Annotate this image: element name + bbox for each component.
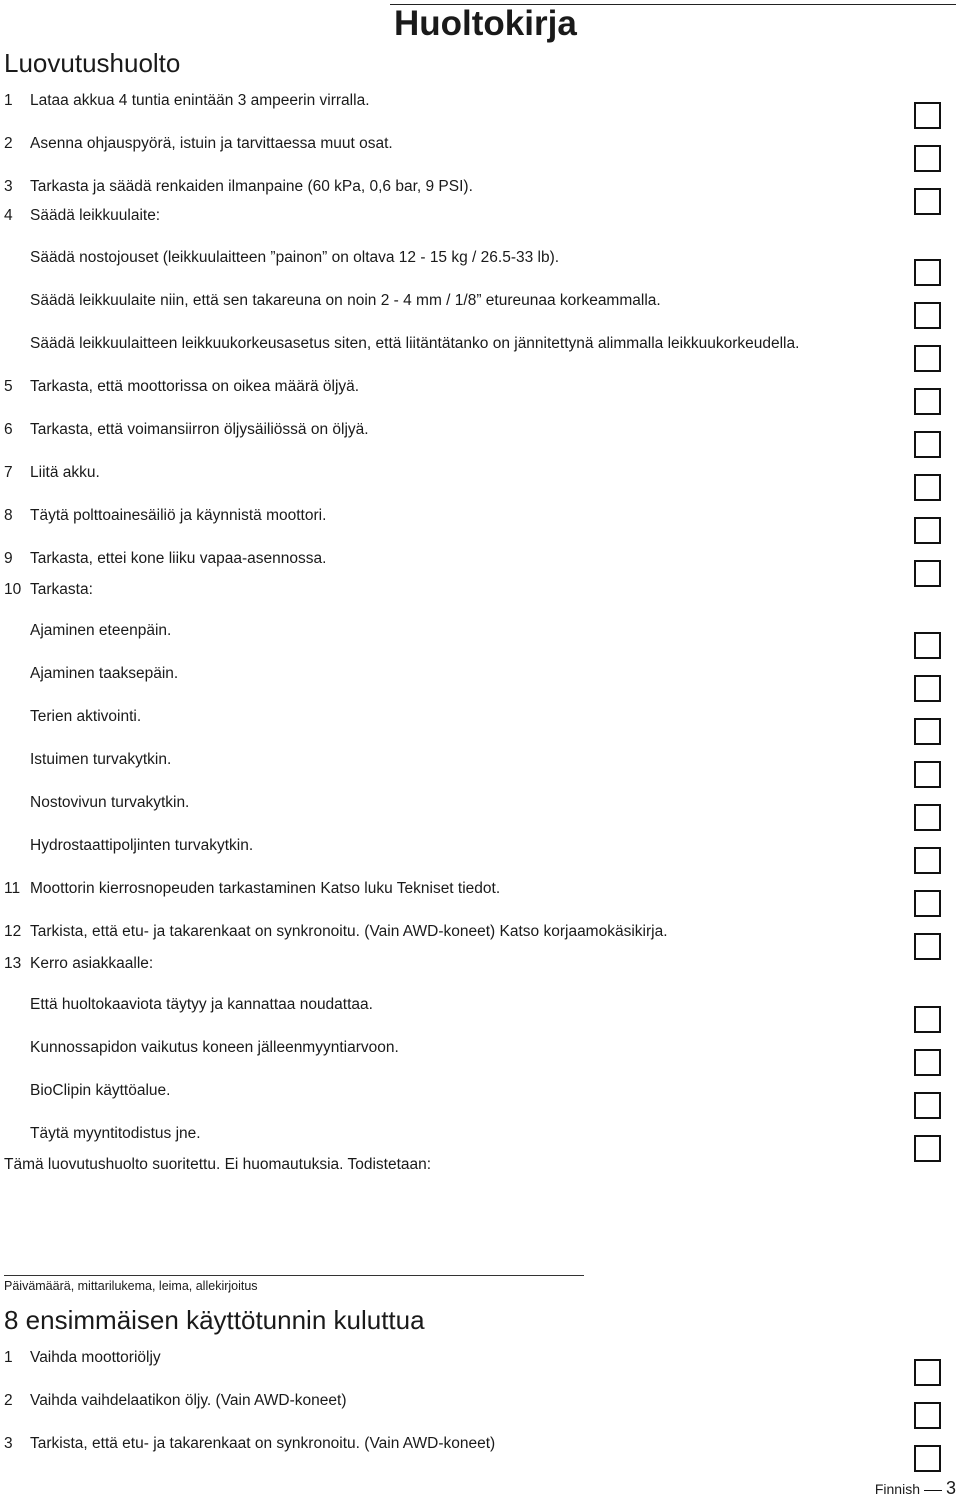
checkbox[interactable] (914, 517, 941, 544)
checkbox[interactable] (914, 632, 941, 659)
section-title-first-hours: 8 ensimmäisen käyttötunnin kuluttua (4, 1305, 425, 1335)
checkbox[interactable] (914, 1006, 941, 1033)
page-number: 3 (945, 1478, 956, 1498)
checkbox[interactable] (914, 560, 941, 587)
signature-line (4, 1275, 584, 1276)
signature-label: Päivämäärä, mittarilukema, leima, allekirjoitus (4, 1279, 258, 1293)
page-title: Huoltokirja (394, 4, 577, 43)
checkbox[interactable] (914, 1445, 941, 1472)
checkbox[interactable] (914, 1092, 941, 1119)
checkbox[interactable] (914, 1135, 941, 1162)
checkbox[interactable] (914, 1359, 941, 1386)
checkbox[interactable] (914, 188, 941, 215)
checkbox[interactable] (914, 761, 941, 788)
checkbox[interactable] (914, 890, 941, 917)
checkbox[interactable] (914, 345, 941, 372)
checkbox[interactable] (914, 259, 941, 286)
checkbox[interactable] (914, 1049, 941, 1076)
footer-language: Finnish (874, 1481, 920, 1497)
checkbox[interactable] (914, 474, 941, 501)
checkbox[interactable] (914, 388, 941, 415)
section-title-handover: Luovutushuolto (4, 48, 181, 78)
checkbox[interactable] (914, 718, 941, 745)
checkbox[interactable] (914, 847, 941, 874)
footer-dash (924, 1490, 942, 1491)
checkbox[interactable] (914, 431, 941, 458)
page-footer (875, 1478, 956, 1499)
checkbox[interactable] (914, 145, 941, 172)
checkbox[interactable] (914, 1402, 941, 1429)
checkbox[interactable] (914, 804, 941, 831)
checkbox[interactable] (914, 302, 941, 329)
checkbox[interactable] (914, 675, 941, 702)
checkbox[interactable] (914, 102, 941, 129)
checkbox[interactable] (914, 933, 941, 960)
handover-statement: Tämä luovutushuolto suoritettu. Ei huomautuksia. Todistetaan: (4, 1156, 432, 1173)
